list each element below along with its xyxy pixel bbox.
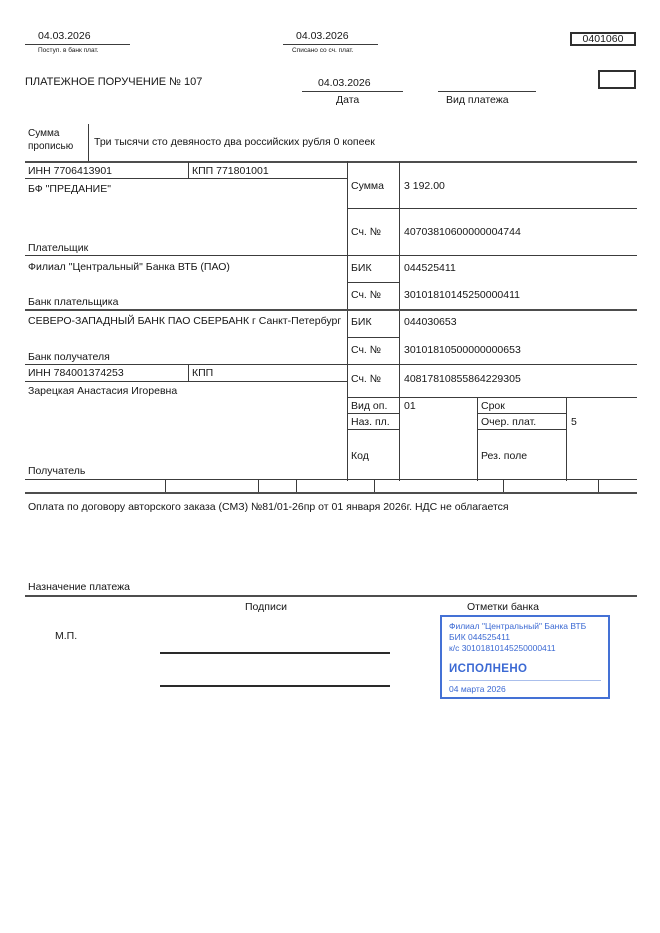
date-received-value: 04.03.2026 — [38, 30, 91, 42]
payee-bank-name: СЕВЕРО-ЗАПАДНЫЙ БАНК ПАО СБЕРБАНК г Санкт-Петербург — [28, 315, 342, 327]
priority-cell-line — [477, 429, 566, 430]
strip-divider-5 — [503, 479, 504, 492]
payee-bank-bik-label: БИК — [351, 316, 372, 328]
stamp-place-label: М.П. — [55, 630, 78, 642]
purpose-label: Назначение платежа — [28, 581, 130, 593]
bank-marks-label: Отметки банка — [467, 601, 539, 613]
payer-kpp: КПП 771801001 — [192, 165, 269, 177]
form-code: 0401060 — [582, 33, 624, 45]
date-debited-label: Списано со сч. плат. — [292, 47, 354, 54]
amount-in-words-divider — [88, 124, 89, 161]
payee-account-label: Сч. № — [351, 373, 382, 385]
payer-inn-row-line — [25, 178, 347, 179]
op-type-cell-line — [347, 413, 399, 414]
table-line-top — [25, 161, 637, 163]
priority-label: Очер. плат. — [481, 416, 537, 428]
payee-bank-bik-value: 044030653 — [404, 316, 457, 328]
strip-top-line — [25, 479, 637, 480]
strip-divider-3 — [296, 479, 297, 492]
payee-inn-row-line — [25, 381, 347, 382]
payer-bank-bik-value: 044525411 — [404, 262, 456, 274]
payee-inn: ИНН 784001374253 — [28, 367, 124, 379]
payer-bank-account-value: 30101810145250000411 — [404, 289, 521, 301]
payee-bank-account-value: 30101810500000000653 — [404, 344, 521, 356]
purpose-kind-cell-line — [347, 429, 399, 430]
op-type-label: Вид оп. — [351, 400, 388, 412]
payee-kpp: КПП — [192, 367, 214, 379]
reserve-field-label: Рез. поле — [481, 450, 528, 462]
document-date-underline — [302, 91, 403, 92]
payee-inn-kpp-divider — [188, 364, 189, 381]
table-bottom-line — [25, 492, 637, 494]
signature-line-2 — [160, 685, 390, 687]
term-cell-line — [477, 413, 566, 414]
payment-type-underline — [438, 91, 536, 92]
payee-bank-row-line — [25, 364, 637, 365]
purpose-text: Оплата по договору авторского заказа (СМЗ) №81/01-26пр от 01 января 2026г. НДС не облагается — [28, 501, 509, 513]
payee-account-value: 40817810855864229305 — [404, 373, 521, 385]
amount-in-words-value: Три тысячи сто девяносто два российских рубля 0 копеек — [94, 136, 375, 148]
form-code-box — [570, 32, 636, 46]
payment-type-box — [598, 70, 636, 89]
document-date-value: 04.03.2026 — [318, 77, 371, 89]
payee-name: Зарецкая Анастасия Игоревна — [28, 385, 178, 397]
stamp-bank-name: Филиал "Центральный" Банка ВТБ — [449, 621, 587, 631]
amount-in-words-label: Сумма прописью — [28, 128, 74, 152]
payer-bank-bik-cell-line — [347, 282, 399, 283]
signatures-label: Подписи — [245, 601, 287, 613]
payer-inn-kpp-divider — [188, 162, 189, 179]
table-line-label-vertical — [399, 161, 400, 481]
document-title — [25, 76, 202, 88]
document-number: 107 — [184, 76, 203, 88]
amount-row-line — [347, 208, 637, 209]
term-label: Срок — [481, 400, 505, 412]
table-line-main-vertical — [347, 161, 348, 481]
payee-bank-bik-cell-line — [347, 337, 399, 338]
op-type-value: 01 — [404, 400, 416, 412]
payee-label: Получатель — [28, 465, 86, 477]
purpose-kind-label: Наз. пл. — [351, 416, 390, 428]
date-received-label: Поступ. в банк плат. — [38, 47, 99, 54]
purpose-bottom-line — [25, 595, 637, 597]
payer-row-line — [25, 255, 637, 256]
strip-divider-1 — [165, 479, 166, 492]
date-received-underline — [25, 44, 130, 45]
payee-bank-account-label: Сч. № — [351, 344, 382, 356]
op-grid-vertical-2 — [566, 397, 567, 481]
payer-bank-label: Банк плательщика — [28, 296, 119, 308]
payer-bank-row-line — [25, 309, 637, 311]
payer-account-label: Сч. № — [351, 226, 382, 238]
stamp-corr-account: к/с 30101810145250000411 — [449, 643, 556, 653]
bank-stamp — [440, 615, 610, 699]
strip-divider-6 — [598, 479, 599, 492]
document-date-label: Дата — [336, 94, 360, 106]
stamp-date: 04 марта 2026 — [449, 680, 601, 694]
date-debited-underline — [283, 44, 378, 45]
date-debited-value: 04.03.2026 — [296, 30, 349, 42]
payee-bank-label: Банк получателя — [28, 351, 110, 363]
amount-value: 3 192.00 — [404, 180, 445, 192]
code-label: Код — [351, 450, 369, 462]
payer-label: Плательщик — [28, 242, 89, 254]
op-grid-vertical-1 — [477, 397, 478, 481]
stamp-bik: БИК 044525411 — [449, 632, 510, 642]
payer-name: БФ "ПРЕДАНИЕ" — [28, 183, 111, 195]
strip-divider-2 — [258, 479, 259, 492]
payer-bank-bik-label: БИК — [351, 262, 372, 274]
payer-account-value: 40703810600000004744 — [404, 226, 521, 238]
stamp-status: ИСПОЛНЕНО — [449, 663, 528, 675]
priority-value: 5 — [571, 416, 577, 428]
payer-bank-account-label: Сч. № — [351, 289, 382, 301]
signature-line-1 — [160, 652, 390, 654]
payment-type-label: Вид платежа — [446, 94, 509, 106]
payer-inn: ИНН 7706413901 — [28, 165, 113, 177]
document-title-text: ПЛАТЕЖНОЕ ПОРУЧЕНИЕ № — [25, 76, 181, 88]
strip-divider-4 — [374, 479, 375, 492]
amount-label: Сумма — [351, 180, 384, 192]
op-section-top-line — [347, 397, 637, 398]
payer-bank-name: Филиал "Центральный" Банка ВТБ (ПАО) — [28, 261, 230, 273]
